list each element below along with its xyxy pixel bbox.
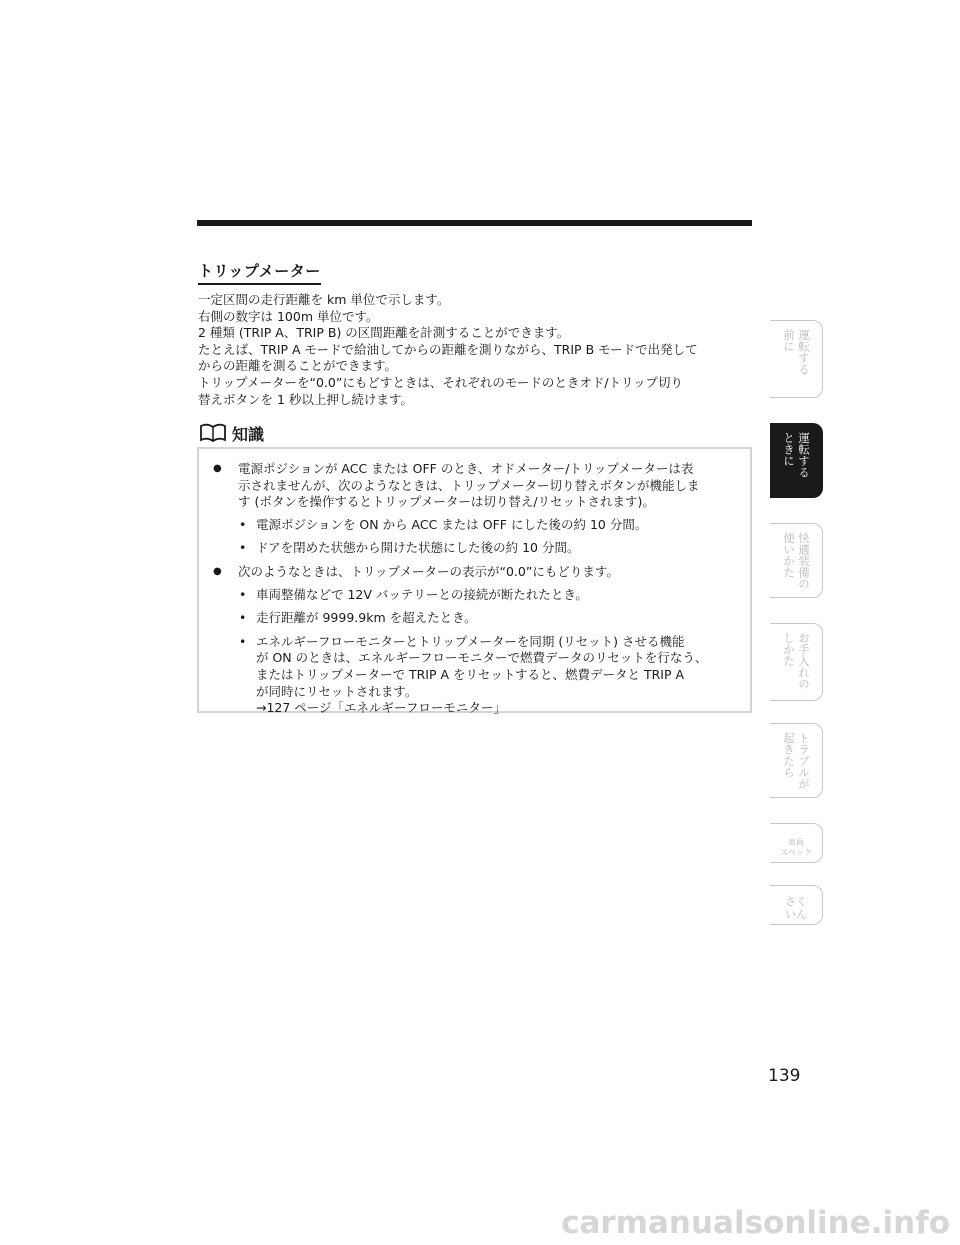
bullet-mark: ● bbox=[213, 463, 222, 474]
knowledge-title: 知識 bbox=[232, 424, 265, 444]
knowledge-line: す (ボタンを操作するとトリップメーターは切り替え/リセットされます)。 bbox=[238, 494, 655, 510]
knowledge-item bbox=[211, 461, 734, 511]
knowledge-subline: が ON のときは、エネルギーフローモニターで燃費データのリセットを行なう、 bbox=[256, 650, 708, 666]
tab-label: トラブルが bbox=[797, 732, 811, 790]
tab-before-driving[interactable] bbox=[770, 320, 823, 398]
sub-mark: • bbox=[239, 586, 247, 602]
tab-label: 前に bbox=[782, 329, 796, 352]
knowledge-line: 電源ポジションが ACC または OFF のとき、オドメーター/トリップメーターは表 bbox=[238, 461, 694, 476]
tab-label: 快適装備の bbox=[797, 532, 811, 590]
intro-text bbox=[198, 292, 750, 408]
sub-mark: • bbox=[239, 540, 247, 556]
tab-label: お手入れの bbox=[797, 632, 811, 690]
sub-mark: • bbox=[239, 516, 247, 532]
knowledge-subline: が同時にリセットされます。 bbox=[256, 683, 418, 699]
open-book-icon bbox=[198, 421, 228, 445]
tab-label: 起きたら bbox=[782, 732, 796, 778]
tab-when-driving[interactable] bbox=[770, 423, 823, 498]
knowledge-item bbox=[211, 564, 734, 581]
tab-label: 使いかた bbox=[782, 532, 796, 578]
tab-label: 運転する bbox=[797, 329, 811, 375]
knowledge-subline: エネルギーフローモニターとトリップメーターを同期 (リセット) させる機能 bbox=[256, 633, 685, 649]
sub-mark: • bbox=[239, 610, 247, 626]
knowledge-subline: →127 ページ「エネルギーフローモニター」 bbox=[256, 700, 506, 716]
tab-maintenance[interactable] bbox=[770, 623, 823, 701]
intro-line: 右側の数字は 100m 単位です。 bbox=[198, 308, 379, 324]
knowledge-box bbox=[197, 447, 752, 716]
tab-label: 運転する bbox=[797, 432, 811, 478]
knowledge-header bbox=[198, 421, 264, 445]
tab-index[interactable] bbox=[770, 885, 823, 925]
knowledge-line: 次のようなときは、トリップメーターの表示が“0.0”にもどります。 bbox=[238, 563, 619, 579]
knowledge-subline: 電源ポジションを ON から ACC または OFF にした後の約 10 分間。 bbox=[256, 516, 648, 532]
tab-comfort-features[interactable] bbox=[770, 523, 823, 598]
knowledge-subitem bbox=[211, 610, 734, 627]
top-rule bbox=[197, 220, 752, 226]
knowledge-subline: またはトリップメーターで TRIP A をリセットすると、燃費データと TRIP A bbox=[256, 666, 685, 682]
section-title: トリップメーター bbox=[198, 260, 321, 285]
bullet-mark: ● bbox=[213, 565, 222, 577]
tab-label: ときに bbox=[782, 432, 796, 467]
knowledge-subline: 車両整備などで 12V バッテリーとの接続が断たれたとき。 bbox=[256, 586, 588, 602]
knowledge-line: 示されませんが、次のようなときは、トリップメーター切り替えボタンが機能しま bbox=[238, 477, 700, 493]
intro-line: からの距離を測ることができます。 bbox=[198, 358, 398, 374]
knowledge-subitem bbox=[211, 587, 734, 604]
tab-troubleshooting[interactable] bbox=[770, 723, 823, 798]
intro-line: たとえば、TRIP A モードで給油してからの距離を測りながら、TRIP B モードで出発して bbox=[198, 341, 698, 357]
tab-label: 車両 bbox=[788, 838, 804, 847]
intro-line: 替えボタンを 1 秒以上押し続けます。 bbox=[198, 391, 413, 407]
tab-label: いん bbox=[785, 908, 807, 921]
tab-vehicle-specs[interactable] bbox=[770, 823, 823, 863]
knowledge-subitem bbox=[211, 540, 734, 557]
knowledge-subline: 走行距離が 9999.9km を超えたとき。 bbox=[256, 610, 477, 626]
tab-label: さく bbox=[785, 895, 807, 908]
intro-line: 2 種類 (TRIP A、TRIP B) の区間距離を計測することができます。 bbox=[198, 325, 570, 341]
watermark: carmanualsonline.info bbox=[561, 1205, 950, 1241]
knowledge-subline: ドアを閉めた状態から開けた状態にした後の約 10 分間。 bbox=[256, 540, 580, 556]
tab-label: しかた bbox=[782, 632, 796, 667]
knowledge-subitem bbox=[211, 634, 734, 717]
intro-line: トリップメーターを“0.0”にもどすときは、それぞれのモードのときオド/トリップ切り bbox=[198, 374, 684, 390]
tab-label: スペック bbox=[780, 848, 812, 857]
intro-line: 一定区間の走行距離を km 単位で示します。 bbox=[198, 292, 450, 307]
page-number: 139 bbox=[768, 1066, 801, 1086]
sub-mark: • bbox=[239, 633, 247, 649]
knowledge-subitem bbox=[211, 517, 734, 534]
